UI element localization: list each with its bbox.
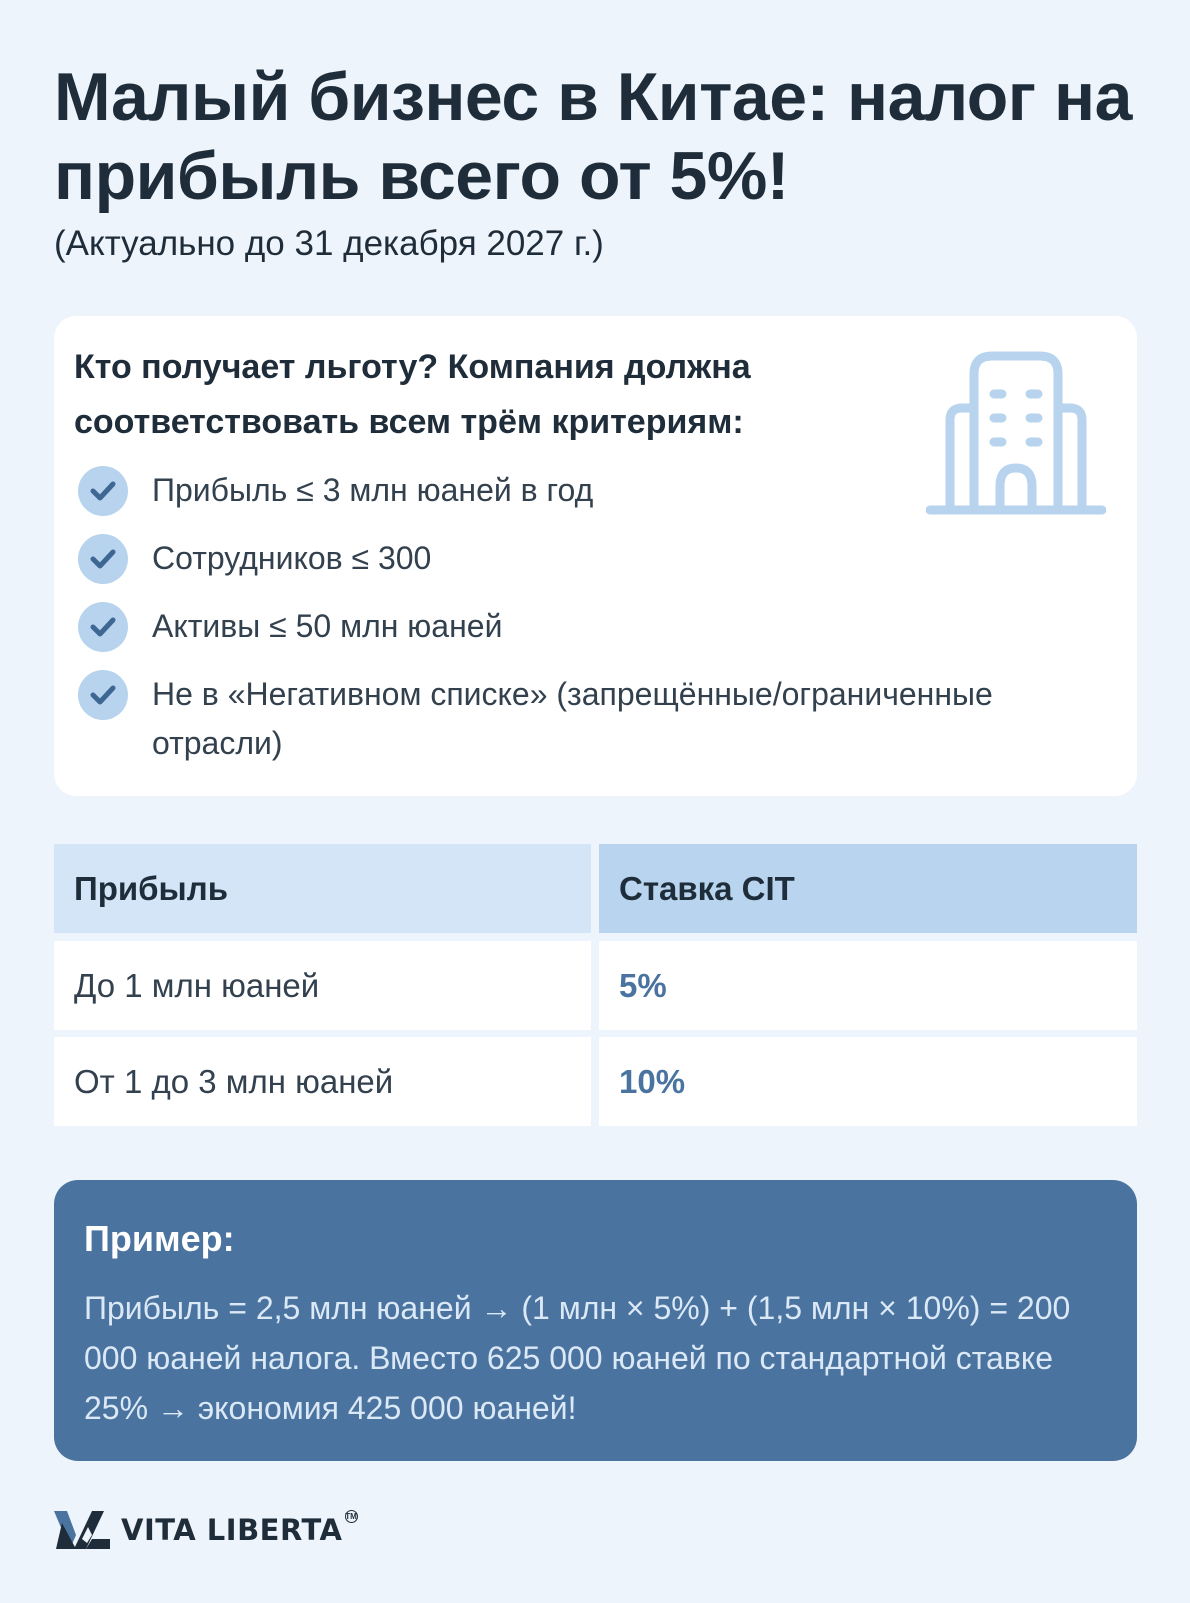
criteria-item-label: Сотрудников ≤ 300 (152, 540, 432, 576)
trademark-badge: TM (345, 1511, 357, 1521)
table-row (54, 941, 1137, 1030)
column-header-profit: Прибыль (54, 844, 591, 933)
criteria-list (78, 466, 1118, 768)
example-card (54, 1180, 1137, 1461)
criteria-item (78, 670, 1118, 768)
criteria-item (78, 534, 1118, 583)
table-header-row (54, 844, 1137, 933)
check-icon (78, 534, 128, 584)
criteria-card (54, 316, 1137, 796)
check-icon (78, 670, 128, 720)
criteria-title: Кто получает льготу? Компания должна соответствовать всем трём критериям: (74, 348, 751, 441)
criteria-item-label: Не в «Негативном списке» (запрещённые/ограниченные отрасли) (152, 676, 993, 761)
example-text: Прибыль = 2,5 млн юаней → (1 млн × 5%) + (1,5 млн × 10%) = 200 000 юаней налога. Вместо 625 000 юаней по стандартной ставке 25% → экономия 425 000 юаней! (84, 1290, 1071, 1426)
table-cell-rate: 10% (599, 1037, 1137, 1126)
criteria-item-label: Прибыль ≤ 3 млн юаней в год (152, 472, 594, 508)
page-title: Малый бизнес в Китае: налог на прибыль всего от 5%! (54, 59, 1132, 214)
criteria-item (78, 466, 1118, 515)
table-cell-rate: 5% (599, 941, 1137, 1030)
check-icon (78, 466, 128, 516)
table-cell-profit: До 1 млн юаней (54, 941, 591, 1030)
column-header-rate: Ставка CIT (599, 844, 1137, 933)
table-cell-profit: От 1 до 3 млн юаней (54, 1037, 591, 1126)
check-icon (78, 602, 128, 652)
criteria-item (78, 602, 1118, 651)
brand-logo (54, 1508, 358, 1552)
logo-text: VITA LIBERTA (121, 1513, 343, 1547)
table-row (54, 1037, 1137, 1126)
example-title: Пример: (84, 1218, 235, 1259)
vita-liberta-logo-icon (54, 1509, 110, 1551)
page-subtitle: (Актуально до 31 декабря 2027 г.) (54, 224, 604, 263)
criteria-item-label: Активы ≤ 50 млн юаней (152, 608, 503, 644)
